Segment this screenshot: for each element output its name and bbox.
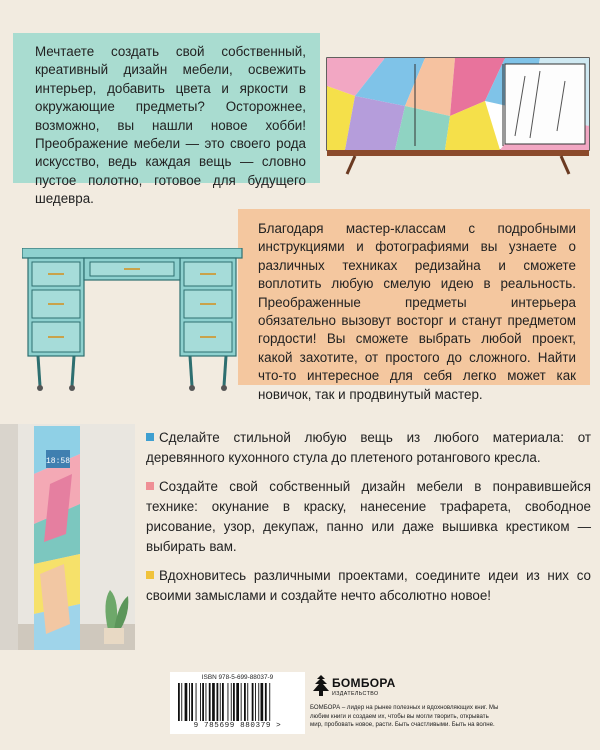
barcode-bar [212,683,215,721]
barcode-bar [178,683,180,721]
pink-square-icon [146,482,154,490]
barcode-bar [241,683,242,721]
bullet-text: Вдохновитесь различными проектами, соедините идеи из них со своими замыслами и создайте нечто абсолютно новое! [146,568,591,603]
barcode-bar [181,683,182,721]
barcode-bar [202,683,204,721]
turquoise-desk-illustration [22,248,244,393]
intro-text: Мечтаете создать свой собственный, креативный дизайн мебели, освежить интерьер, добавить цвета и яркости в окружающие предметы? Осторожнее, возможно, вы нашли новое хобби! Преображение мебели — это своего рода искусство, ведь каждая вещь — словно пустое полотно, готовое для будущего шедевра. [35,44,306,207]
barcode-bar [252,683,254,721]
barcode-digits: 9 785699 880379 > [193,722,282,730]
barcode-bar [244,683,246,721]
isbn-label: ISBN 978-5-699-88037-9 [201,674,274,681]
barcode-bar [196,683,197,721]
painted-clock-photo [0,424,135,650]
barcode-bar [209,683,211,721]
barcode-icon [178,683,298,721]
barcode-bar [269,683,270,721]
barcode-bar [236,683,239,721]
barcode-bar [231,683,232,721]
barcode-bar [206,683,207,721]
bullet-text: Сделайте стильной любую вещь из любого материала: от деревянного кухонного стула до плетеного ротангового кресла. [146,430,591,465]
list-item [146,566,591,606]
barcode-bar [222,683,224,721]
barcode-bar [255,683,256,721]
workshop-text: Благодаря мастер-классам с подробными инструкциями и фотографиями вы узнаете о различных техниках редизайна и сможете воплотить любую смелую идею в реальность. Преображенные предметы интерьера обязательно вызовут восторг и станут предметом гордости! Вы сможете выбрать любой проект, какой захотите, от простого до сложного. Найти что-то интересное для себя легко может как новичок, так и продвинутый мастер. [258,221,576,402]
bullet-text: Создайте свой собственный дизайн мебели в понравившейся технике: окунание в краску, нанесение трафарета, свободное рисование, узор, декупаж, панно или даже вышивка крестиком — выбирать вам. [146,479,591,554]
publisher-name: БОМБОРА [332,676,396,690]
barcode-bar [265,683,267,721]
workshop-text-box [238,209,590,402]
blue-square-icon [146,433,154,441]
svg-text:18:58: 18:58 [45,457,71,466]
publisher-description: БОМБОРА – лидер на рынке полезных и вдохновляющих книг. Мы любим книги и создаем их, чтобы вы могли творить, открывать мир, пробовать новое, расти. Быть счастливыми. Быть на волне. [310,704,499,729]
yellow-square-icon [146,571,154,579]
barcode-bar [233,683,235,721]
barcode-bar [185,683,188,721]
barcode-bar [258,683,259,721]
barcode-bar [189,683,190,721]
barcode-bar [200,683,201,721]
barcode-bar [220,683,221,721]
barcode-bar [228,683,229,721]
barcode-bar [261,683,264,721]
publisher-subtitle: ИЗДАТЕЛЬСТВО [332,691,379,697]
bombora-logo-icon [312,674,330,700]
barcode-bar [217,683,219,721]
barcode-bar [247,683,248,721]
intro-text-box [13,33,320,207]
feature-list [146,428,591,615]
barcode-bar [191,683,193,721]
list-item [146,428,591,468]
painted-sideboard-illustration [325,56,593,176]
list-item [146,477,591,557]
